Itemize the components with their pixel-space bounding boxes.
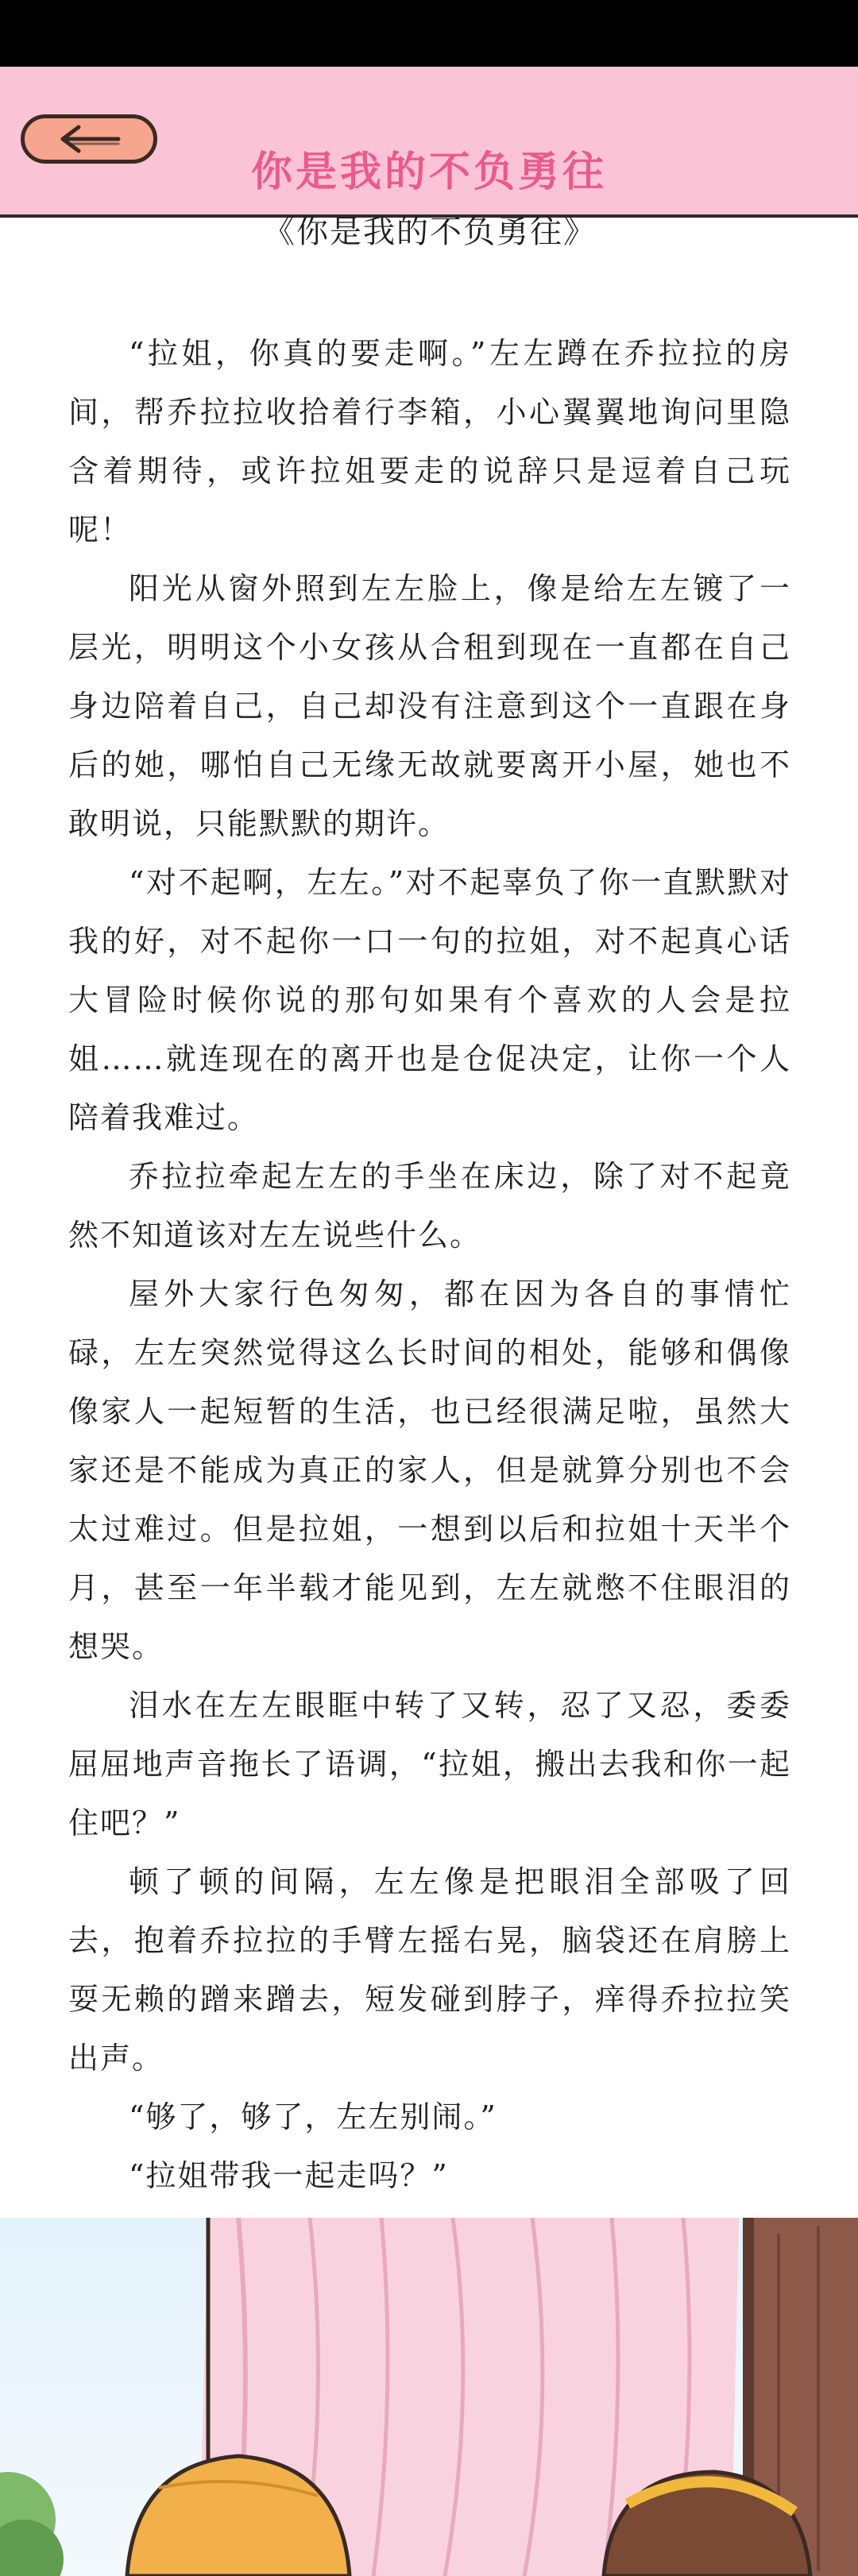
comic-illustration xyxy=(0,2218,858,2576)
paragraph: “拉姐带我一起走吗？” xyxy=(129,2158,449,2193)
book-title: 《你是我的不负勇往》 xyxy=(263,214,597,250)
paragraph: 乔拉拉牵起左左的手坐在床边，除了对不起竟然不知道该对左左说些什么。 xyxy=(68,1159,791,1253)
paragraph: 阳光从窗外照到左左脸上，像是给左左镀了一层光，明明这个小女孩从合租到现在一直都在自己身边陪着自己，自己却没有注意到这个一直跟在身后的她，哪怕自己无缘无故就要离开小屋，她也不敢明说，只能默默的期许。 xyxy=(68,571,791,841)
comic-illustration-icon xyxy=(0,2218,858,2576)
paragraph: “对不起啊，左左。”对不起辜负了你一直默默对我的好，对不起你一口一句的拉姐，对不起真心话大冒险时候你说的那句如果有个喜欢的人会是拉姐……就连现在的离开也是仓促决定，让你一个人陪着我难过。 xyxy=(68,865,791,1135)
paragraph: 顿了顿的间隔，左左像是把眼泪全部吸了回去，抱着乔拉拉的手臂左摇右晃，脑袋还在肩膀上耍无赖的蹭来蹭去，短发碰到脖子，痒得乔拉拉笑出声。 xyxy=(68,1864,791,2076)
paragraph: “拉姐，你真的要走啊。”左左蹲在乔拉拉的房间，帮乔拉拉收拾着行李箱，小心翼翼地询问里隐含着期待，或许拉姐要走的说辞只是逗着自己玩呢！ xyxy=(68,336,791,547)
status-bar xyxy=(0,0,858,67)
app-header xyxy=(0,67,858,214)
page-title: 你是我的不负勇往 xyxy=(250,149,607,196)
paragraph: 泪水在左左眼眶中转了又转，忍了又忍，委委屈屈地声音拖长了语调，“拉姐，搬出去我和你一起住吧？” xyxy=(68,1688,791,1840)
article-content xyxy=(68,208,791,2205)
paragraph: 屋外大家行色匆匆，都在因为各自的事情忙碌，左左突然觉得这么长时间的相处，能够和偶像像家人一起短暂的生活，也已经很满足啦，虽然大家还是不能成为真正的家人，但是就算分别也不会太过难过。但是拉姐，一想到以后和拉姐十天半个月，甚至一年半载才能见到，左左就憋不住眼泪的想哭。 xyxy=(68,1276,791,1664)
paragraph: “够了，够了，左左别闹。” xyxy=(129,2099,497,2134)
